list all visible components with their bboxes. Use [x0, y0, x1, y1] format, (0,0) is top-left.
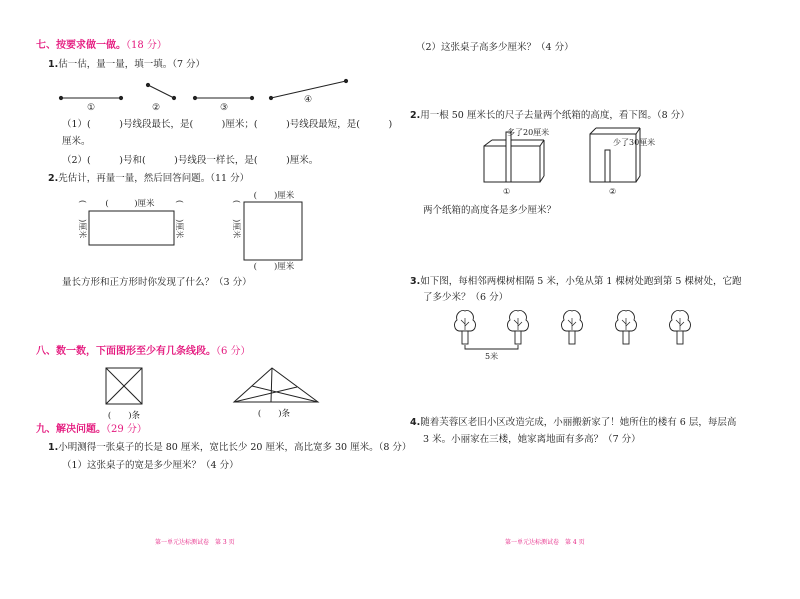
square-shape — [244, 202, 302, 260]
q9-1-sub-2: （2）这张桌子高多少厘米？（4 分） — [416, 42, 574, 53]
tree-1 — [455, 311, 476, 344]
section-9-points: （29 分） — [106, 424, 147, 435]
right-page-footer: 第一单元达标测试卷 第 4 页 — [505, 539, 585, 546]
square-bottom-label: ( )厘米 — [253, 262, 295, 272]
tree-5 — [670, 311, 691, 344]
distance-bracket — [465, 345, 518, 349]
question-3 — [410, 276, 742, 288]
trees-figure — [445, 305, 705, 365]
segment-label-1: ① — [86, 103, 96, 113]
rectangle-figure — [78, 195, 198, 255]
question-number: 2. — [48, 173, 59, 184]
box-1-label: 多了20厘米 — [507, 128, 550, 137]
boxes-figure — [478, 124, 678, 204]
square-figure — [232, 188, 322, 272]
question-9-1 — [48, 442, 411, 454]
question-2 — [410, 110, 690, 122]
rectangle-top-label: ( )厘米 — [105, 199, 155, 209]
section-9-title: 九、解决问题。 — [36, 424, 106, 435]
question-4 — [410, 417, 736, 429]
box-1 — [484, 146, 540, 182]
q2-question: 两个纸箱的高度各是多少厘米？ — [423, 205, 557, 216]
tree-3 — [562, 311, 583, 344]
rectangle-right-label: ( )厘米 — [175, 200, 184, 239]
question-text: 随着芙蓉区老旧小区改造完成，小丽搬新家了！她所住的楼有 6 层，每层高 — [420, 417, 737, 428]
ruler-2 — [605, 150, 610, 182]
triangle-figure — [228, 366, 328, 426]
q7-1-part-1: （1）( )号线段最长，是( )厘米；( )号线段最短，是( ) — [62, 119, 393, 130]
figure-2-blank: ( )条 — [257, 409, 291, 419]
segment-label-4: ④ — [303, 95, 313, 105]
section-7-heading — [36, 40, 167, 52]
distance-label: 5米 — [485, 352, 499, 361]
rectangle-shape — [89, 211, 174, 245]
question-number: 2. — [410, 110, 421, 121]
question-number: 3. — [410, 276, 421, 287]
question-text: 估一估，量一量，填一填。（7 分） — [58, 59, 206, 70]
line-segments-figure — [56, 72, 386, 112]
box-2-label: 少了30厘米 — [613, 138, 656, 147]
square-diagonals-figure — [102, 366, 162, 426]
tree-2 — [508, 311, 529, 344]
rectangle-left-label: ( )厘米 — [78, 200, 87, 239]
question-text: 小明测得一张桌子的长是 80 厘米，宽比长少 20 厘米，高比宽多 30 厘米。（8 分） — [58, 442, 412, 453]
q9-1-sub-1: （1）这张桌子的宽是多少厘米？（4 分） — [62, 460, 239, 471]
question-text: 如下图，每相邻两棵树相隔 5 米，小兔从第 1 棵树处跑到第 5 棵树处，它跑 — [420, 276, 742, 287]
segment-label-3: ③ — [219, 103, 229, 113]
segment-label-2: ② — [151, 103, 161, 113]
square-top-label: ( )厘米 — [253, 191, 295, 201]
segment-2 — [148, 85, 174, 98]
section-9-heading — [36, 424, 147, 436]
section-7-points: （18 分） — [126, 40, 167, 51]
question-number: 1. — [48, 59, 59, 70]
question-text: 先估计，再量一量，然后回答问题。（11 分） — [58, 173, 250, 184]
q7-2-question: 量长方形和正方形时你发现了什么？（3 分） — [62, 277, 252, 288]
question-7-2 — [48, 173, 249, 185]
q3-text-line-2: 了多少米？（6 分） — [423, 292, 509, 303]
q4-text-line-2: 3 米。小丽家在三楼，她家离地面有多高？（7 分） — [423, 434, 641, 445]
question-text: 用一根 50 厘米长的尺子去量两个纸箱的高度，看下图。（8 分） — [420, 110, 690, 121]
left-page-footer: 第一单元达标测试卷 第 3 页 — [155, 539, 235, 546]
question-number: 1. — [48, 442, 59, 453]
q7-1-part-1-unit: 厘米。 — [62, 136, 91, 147]
square-left-label: ( )厘米 — [232, 200, 241, 239]
tree-4 — [616, 311, 637, 344]
question-number: 4. — [410, 417, 421, 428]
question-7-1 — [48, 59, 205, 71]
section-8-points: （6 分） — [216, 346, 251, 357]
q7-1-part-2: （2）( )号和( )号线段一样长，是( )厘米。 — [62, 155, 319, 166]
box-1-number: ① — [503, 187, 511, 196]
figure-1-blank: ( )条 — [107, 411, 141, 421]
section-8-title: 八、数一数，下面图形至少有几条线段。 — [36, 346, 216, 357]
section-7-title: 七、按要求做一做。 — [36, 40, 126, 51]
box-2-number: ② — [609, 187, 617, 196]
section-8-heading — [36, 346, 251, 358]
ruler-1 — [506, 132, 511, 182]
